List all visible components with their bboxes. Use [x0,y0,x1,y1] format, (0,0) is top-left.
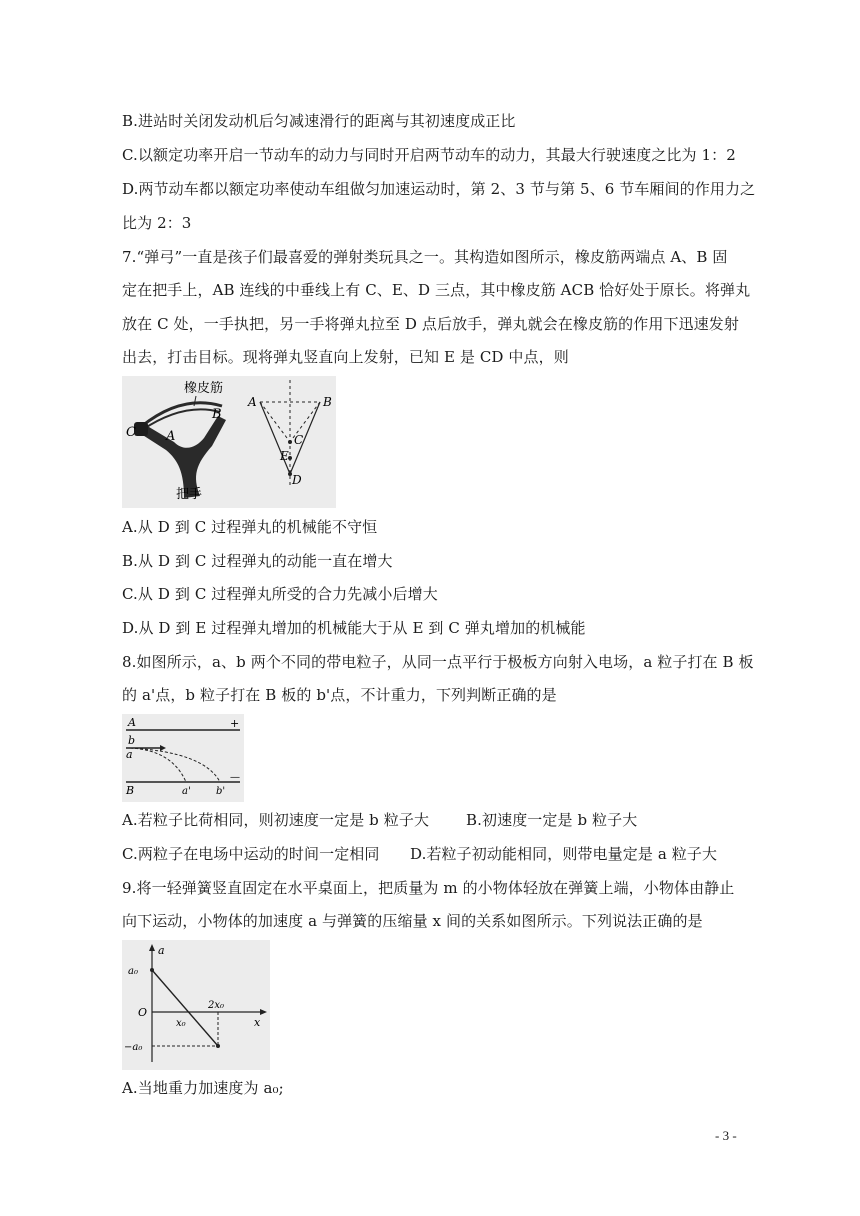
label-geo-D: D [292,473,302,487]
q9-stem-line1: 9.将一轻弹簧竖直固定在水平桌面上，把质量为 m 的小物体轻放在弹簧上端，小物体由静止 [122,879,735,897]
trajectory-b [130,748,220,782]
q7-option-c: C.从 D 到 C 过程弹丸所受的合力先减小后增大 [122,585,438,603]
capacitor-figure [122,714,244,802]
label-neg-a0: −a₀ [124,1042,143,1053]
label-a0: a₀ [128,966,138,977]
trajectory-a [130,748,186,782]
label-x0: x₀ [176,1018,186,1029]
q7-option-a: A.从 D 到 C 过程弹丸的机械能不守恒 [122,518,378,536]
label-photo-A: A [166,429,176,444]
label-handle: 把手 [176,487,203,502]
label-origin: O [138,1006,148,1019]
label-axis-x: x [254,1016,261,1029]
q7-option-d: D.从 D 到 E 过程弹丸增加的机械能大于从 E 到 C 弹丸增加的机械能 [122,619,586,637]
geometry-diagram [260,380,320,486]
acceleration-graph [122,940,270,1070]
q8-option-d: D.若粒子初动能相同，则带电量定是 a 粒子大 [410,845,718,863]
q9-option-a: A.当地重力加速度为 a₀; [122,1079,284,1097]
q8-stem-line1: 8.如图所示，a、b 两个不同的带电粒子，从同一点平行于极板方向射入电场，a 粒子打在 B 板 [122,653,754,671]
q8-option-b: B.初速度一定是 b 粒子大 [466,811,638,829]
label-photo-C: C [126,425,136,440]
label-photo-B: B [212,407,222,422]
slingshot-diagram [122,376,336,508]
label-geo-C: C [294,433,304,447]
capacitor-diagram [122,714,244,802]
q6-option-c: C.以额定功率开启一节动车的动力与同时开启两节动车的动力，其最大行驶速度之比为 1：2 [122,146,736,164]
q8-stem-line2: 的 a'点，b 粒子打在 B 板的 b'点，不计重力，下列判断正确的是 [122,686,557,704]
label-axis-a: a [158,944,165,957]
label-a-prime: a' [182,786,191,797]
acceleration-graph-figure [122,940,270,1070]
label-plus: + [230,717,240,730]
q7-stem-line1: 7.“弹弓”一直是孩子们最喜爱的弹射类玩具之一。其构造如图所示，橡皮筋两端点 A、B 固 [122,248,728,266]
label-minus: — [230,772,240,783]
q7-stem-line4: 出去，打击目标。现将弹丸竖直向上发射，已知 E 是 CD 中点，则 [122,348,569,366]
label-2x0: 2x₀ [208,1000,225,1011]
q7-stem-line2: 定在把手上，AB 连线的中垂线上有 C、E、D 三点，其中橡皮筋 ACB 恰好处于原长。将弹丸 [122,281,751,299]
q6-option-d-line1: D.两节动车都以额定功率使动车组做匀加速运动时，第 2、3 节与第 5、6 节车厢间的作用力之 [122,180,756,198]
q7-stem-line3: 放在 C 处，一手执把，另一手将弹丸拉至 D 点后放手，弹丸就会在橡皮筋的作用下迅速发射 [122,315,739,333]
q6-option-d-line2: 比为 2：3 [122,214,192,232]
label-geo-E: E [280,449,289,463]
q7-option-b: B.从 D 到 C 过程弹丸的动能一直在增大 [122,552,393,570]
q8-option-c: C.两粒子在电场中运动的时间一定相同 [122,845,380,863]
slingshot-figure [122,376,336,508]
label-geo-A: A [248,395,257,409]
label-geo-B: B [323,395,332,409]
label-particle-a: a [126,748,133,761]
label-particle-b: b [128,734,136,747]
q8-option-a: A.若粒子比荷相同，则初速度一定是 b 粒子大 [122,811,430,829]
label-plate-A: A [128,716,136,729]
page-number: - 3 - [715,1128,737,1143]
q9-stem-line2: 向下运动，小物体的加速度 a 与弹簧的压缩量 x 间的关系如图所示。下列说法正确的是 [122,912,703,930]
q6-option-b: B.进站时关闭发动机后匀减速滑行的距离与其初速度成正比 [122,112,516,130]
label-b-prime: b' [216,786,226,797]
label-rubber-band: 橡皮筋 [184,381,224,396]
label-plate-B: B [126,784,135,797]
